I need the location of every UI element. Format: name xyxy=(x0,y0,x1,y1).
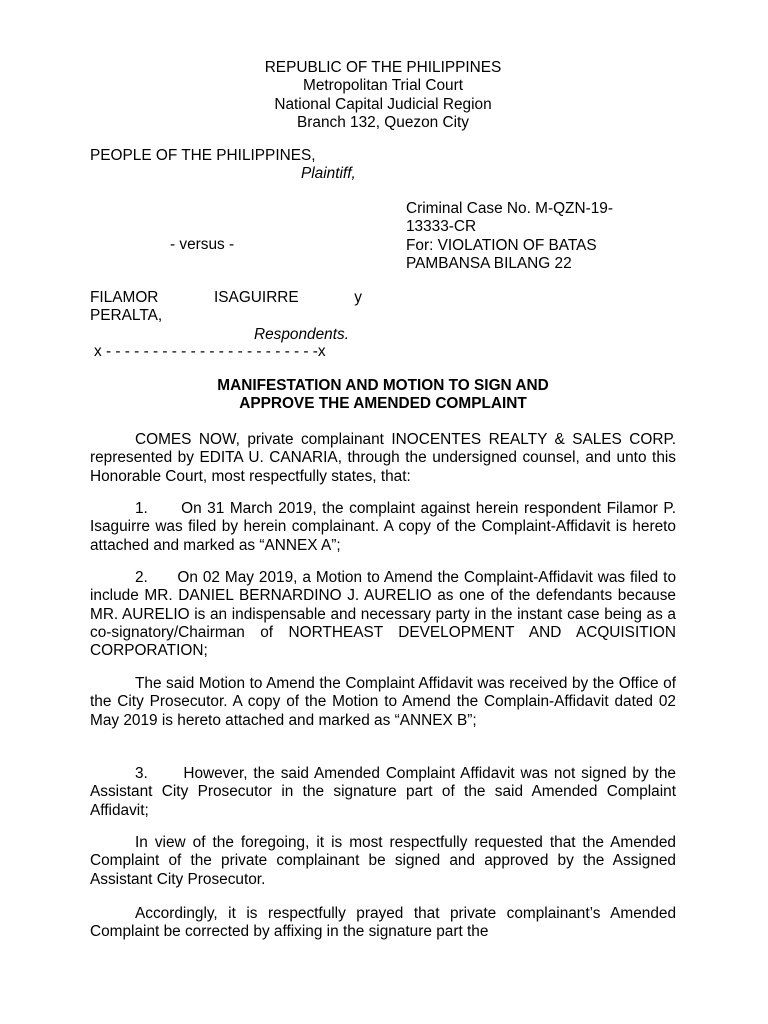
respondent-role: Respondents. xyxy=(254,325,349,343)
header-region: National Capital Judicial Region xyxy=(274,95,492,113)
intro-paragraph: COMES NOW, private complainant INOCENTES REALTY & SALES CORP. represented by EDITA U. CANARIA, through the undersigned counsel, and unto this Honorable Court, most respectfully states, that: xyxy=(90,431,676,485)
title-line2: APPROVE THE AMENDED COMPLAINT xyxy=(239,395,527,413)
paragraph-2-continued: The said Motion to Amend the Complaint Affidavit was received by the Office of the City Prosecutor. A copy of the Motion to Amend the Complain-Affidavit dated 02 May 2019 is hereto attached and marked as “ANNEX B”; xyxy=(90,675,676,729)
court-header xyxy=(90,59,676,132)
case-offense-line1: For: VIOLATION OF BATAS xyxy=(406,236,597,254)
versus-label: - versus - xyxy=(170,236,235,253)
title-line1: MANIFESTATION AND MOTION TO SIGN AND xyxy=(217,377,549,394)
case-offense-line2: PAMBANSA BILANG 22 xyxy=(406,254,572,272)
caption-separator: x - - - - - - - - - - - - - - - - - - - - - - -x xyxy=(94,343,326,360)
respondent-name-line1: FILAMOR ISAGUIRRE y xyxy=(90,289,362,306)
case-number-line2: 13333-CR xyxy=(406,218,477,236)
document-title xyxy=(90,377,676,414)
header-branch: Branch 132, Quezon City xyxy=(297,113,469,131)
plaintiff-block xyxy=(90,147,676,184)
paragraph-4: In view of the foregoing, it is most respectfully requested that the Amended Complaint of the private complainant be signed and approved by the Assigned Assistant City Prosecutor. xyxy=(90,834,676,888)
header-court: Metropolitan Trial Court xyxy=(303,77,463,95)
plaintiff-name: PEOPLE OF THE PHILIPPINES, xyxy=(90,147,316,164)
case-number-line1: Criminal Case No. M-QZN-19- xyxy=(406,200,613,217)
paragraph-5: Accordingly, it is respectfully prayed that private complainant’s Amended Complaint be corrected by affixing in the signature part the xyxy=(90,905,676,941)
respondent-name-line2: PERALTA, xyxy=(90,307,163,325)
header-republic: REPUBLIC OF THE PHILIPPINES xyxy=(264,59,502,76)
case-info xyxy=(406,200,656,273)
respondent-block xyxy=(90,289,362,344)
plaintiff-role: Plaintiff, xyxy=(301,165,356,183)
paragraph-3: 3. However, the said Amended Complaint Affidavit was not signed by the Assistant City Prosecutor in the signature part of the said Amended Complaint Affidavit; xyxy=(90,765,680,819)
paragraph-1: 1. On 31 March 2019, the complaint against herein respondent Filamor P. Isaguirre was filed by herein complainant. A copy of the Complaint-Affidavit is hereto attached and marked as “ANNEX A”; xyxy=(90,500,681,554)
paragraph-2: 2. On 02 May 2019, a Motion to Amend the Complaint-Affidavit was filed to include MR. DANIEL BERNARDINO J. AURELIO as one of the defendants because MR. AURELIO is an indispensable and necessary party in the instant case being as a co-signatory/Chairman of NORTHEAST DEVELOPMENT AND ACQUISITION CORPORATION; xyxy=(90,569,681,660)
